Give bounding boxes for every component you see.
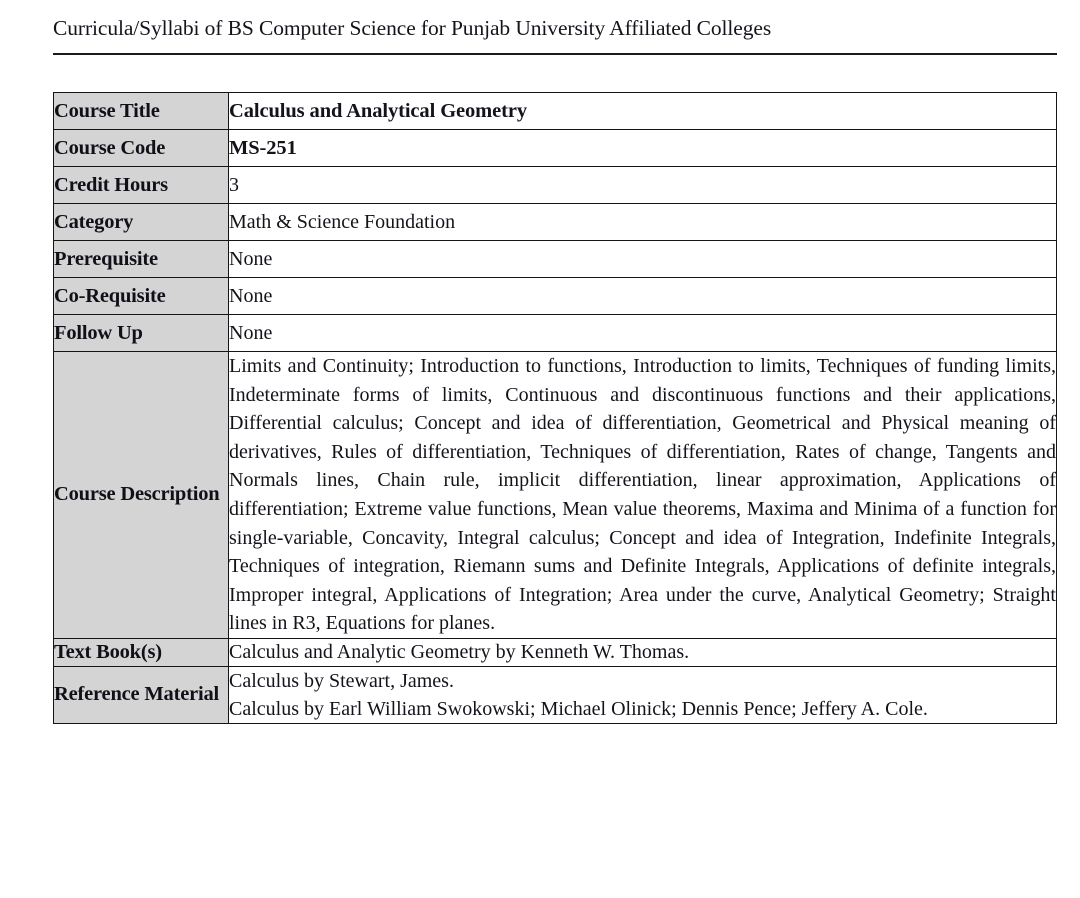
- document-header: [53, 14, 1057, 42]
- row-label-course-description: Course Description: [54, 352, 229, 639]
- row-value-prerequisite: None: [229, 241, 1057, 278]
- table-row-reference-material: [54, 666, 1057, 723]
- reference-material-line-2: Calculus by Earl William Swokowski; Michael Olinick; Dennis Pence; Jeffery A. Cole.: [229, 697, 928, 720]
- table-row-prerequisite: [54, 241, 1057, 278]
- row-value-text-book: Calculus and Analytic Geometry by Kenneth W. Thomas.: [229, 638, 1057, 666]
- table-row-course-title: [54, 93, 1057, 130]
- table-row-co-requisite: [54, 278, 1057, 315]
- course-details-table: [53, 92, 1057, 724]
- table-row-credit-hours: [54, 167, 1057, 204]
- row-label-reference-material: Reference Material: [54, 666, 229, 723]
- row-value-credit-hours: 3: [229, 167, 1057, 204]
- row-value-course-code: MS-251: [229, 130, 1057, 167]
- document-header-title: Curricula/Syllabi of BS Computer Science for Punjab University Affiliated Colleges: [53, 16, 772, 40]
- table-row-category: [54, 204, 1057, 241]
- row-label-credit-hours: Credit Hours: [54, 167, 229, 204]
- row-value-reference-material: [229, 666, 1057, 723]
- row-label-prerequisite: Prerequisite: [54, 241, 229, 278]
- row-label-course-title: Course Title: [54, 93, 229, 130]
- table-row-text-book: [54, 638, 1057, 666]
- row-value-follow-up: None: [229, 315, 1057, 352]
- table-row-follow-up: [54, 315, 1057, 352]
- row-label-follow-up: Follow Up: [54, 315, 229, 352]
- header-divider-rule: [53, 53, 1057, 55]
- reference-material-line-1: Calculus by Stewart, James.: [229, 669, 454, 692]
- row-value-category: Math & Science Foundation: [229, 204, 1057, 241]
- row-value-course-title: Calculus and Analytical Geometry: [229, 93, 1057, 130]
- row-label-course-code: Course Code: [54, 130, 229, 167]
- row-label-category: Category: [54, 204, 229, 241]
- row-label-co-requisite: Co-Requisite: [54, 278, 229, 315]
- row-label-text-book: Text Book(s): [54, 638, 229, 666]
- row-value-co-requisite: None: [229, 278, 1057, 315]
- row-value-course-description: Limits and Continuity; Introduction to functions, Introduction to limits, Techniques of funding limits, Indeterminate forms of limits, Continuous and discontinuous functions and their applications, Differential calculus; Concept and idea of differentiation, Geometrical and Physical meaning of derivatives, Rules of differentiation, Techniques of differentiation, Rates of change, Tangents and Normals lines, Chain rule, implicit differentiation, linear approximation, Applications of differentiation; Extreme value functions, Mean value theorems, Maxima and Minima of a function for single-variable, Concavity, Integral calculus; Concept and idea of Integration, Indefinite Integrals, Techniques of integration, Riemann sums and Definite Integrals, Applications of definite integrals, Improper integral, Applications of Integration; Area under the curve, Analytical Geometry; Straight lines in R3, Equations for planes.: [229, 352, 1057, 639]
- table-row-course-description: [54, 352, 1057, 639]
- table-row-course-code: [54, 130, 1057, 167]
